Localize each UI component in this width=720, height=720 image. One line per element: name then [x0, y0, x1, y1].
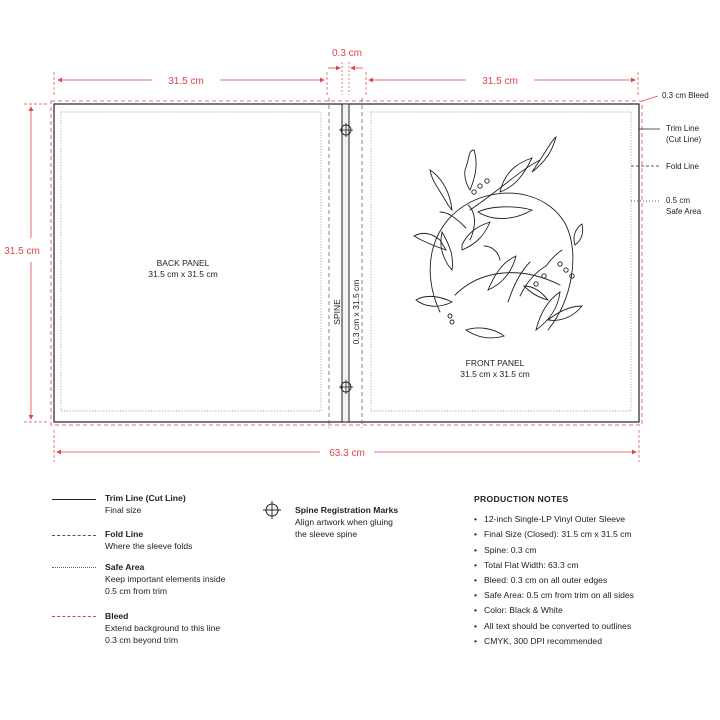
note-item: • CMYK, 300 DPI recommended	[474, 634, 634, 649]
label-trim: Trim Line	[666, 124, 700, 133]
registration-mark-top-icon	[339, 123, 353, 137]
label-safe: 0.5 cm	[666, 196, 691, 205]
legend-reg-desc1: Align artwork when gluing	[295, 517, 393, 527]
note-item: • All text should be converted to outlines	[474, 619, 634, 634]
dim-right-width: 31.5 cm	[482, 76, 518, 87]
legend-safe-swatch	[52, 567, 96, 568]
note-item: • Spine: 0.3 cm	[474, 543, 634, 558]
dim-height: 31.5 cm	[4, 246, 40, 257]
note-item: • 12-inch Single-LP Vinyl Outer Sleeve	[474, 512, 634, 527]
production-notes-list	[474, 512, 634, 649]
back-panel-size: 31.5 cm x 31.5 cm	[148, 269, 218, 279]
front-panel-title: FRONT PANEL	[465, 358, 525, 368]
spine-strip	[342, 104, 349, 422]
back-panel-title: BACK PANEL	[156, 258, 210, 268]
legend-reg-desc2: the sleeve spine	[295, 529, 358, 539]
legend-fold-swatch	[52, 535, 96, 536]
legend-trim-desc: Final size	[105, 505, 142, 515]
legend-registration	[295, 504, 398, 540]
label-bleed: 0.3 cm Bleed	[662, 91, 709, 100]
spine-label: SPINE	[332, 299, 342, 325]
label-fold: Fold Line	[666, 162, 699, 171]
production-notes	[474, 492, 634, 649]
legend-trim-swatch	[52, 499, 96, 500]
note-item: • Final Size (Closed): 31.5 cm x 31.5 cm	[474, 527, 634, 542]
dim-total-width: 63.3 cm	[329, 448, 365, 459]
dim-spine-width: 0.3 cm	[331, 48, 363, 59]
legend-fold-desc: Where the sleeve folds	[105, 541, 193, 551]
label-safe-sub: Safe Area	[666, 207, 702, 216]
label-trim-sub: (Cut Line)	[666, 135, 702, 144]
legend-safe-desc2: 0.5 cm from trim	[105, 586, 168, 596]
legend-trim-title: Trim Line (Cut Line)	[105, 493, 186, 503]
front-panel-size: 31.5 cm x 31.5 cm	[460, 369, 530, 379]
note-item: • Safe Area: 0.5 cm from trim on all sides	[474, 588, 634, 603]
legend-safe-desc1: Keep important elements inside	[105, 574, 226, 584]
dim-left-width: 31.5 cm	[168, 76, 204, 87]
note-item: • Total Flat Width: 63.3 cm	[474, 558, 634, 573]
spine-size: 0.3 cm x 31.5 cm	[351, 279, 361, 345]
legend-bleed-title: Bleed	[105, 611, 129, 621]
legend-trim	[105, 492, 186, 516]
legend-fold-title: Fold Line	[105, 529, 144, 539]
production-notes-title: PRODUCTION NOTES	[474, 494, 569, 504]
legend-bleed-desc2: 0.3 cm beyond trim	[105, 635, 179, 645]
legend-safe	[105, 561, 225, 597]
legend-fold	[105, 528, 192, 552]
legend-safe-title: Safe Area	[105, 562, 145, 572]
legend-bleed-swatch	[52, 616, 96, 617]
crosshair-registration-icon	[262, 500, 282, 520]
legend-bleed	[105, 610, 220, 646]
note-item: • Bleed: 0.3 cm on all outer edges	[474, 573, 634, 588]
legend-bleed-desc1: Extend background to this line	[105, 623, 221, 633]
legend-reg-title: Spine Registration Marks	[295, 505, 399, 515]
floral-illustration	[414, 137, 583, 338]
registration-mark-bottom-icon	[339, 380, 353, 394]
note-item: • Color: Black & White	[474, 603, 634, 618]
